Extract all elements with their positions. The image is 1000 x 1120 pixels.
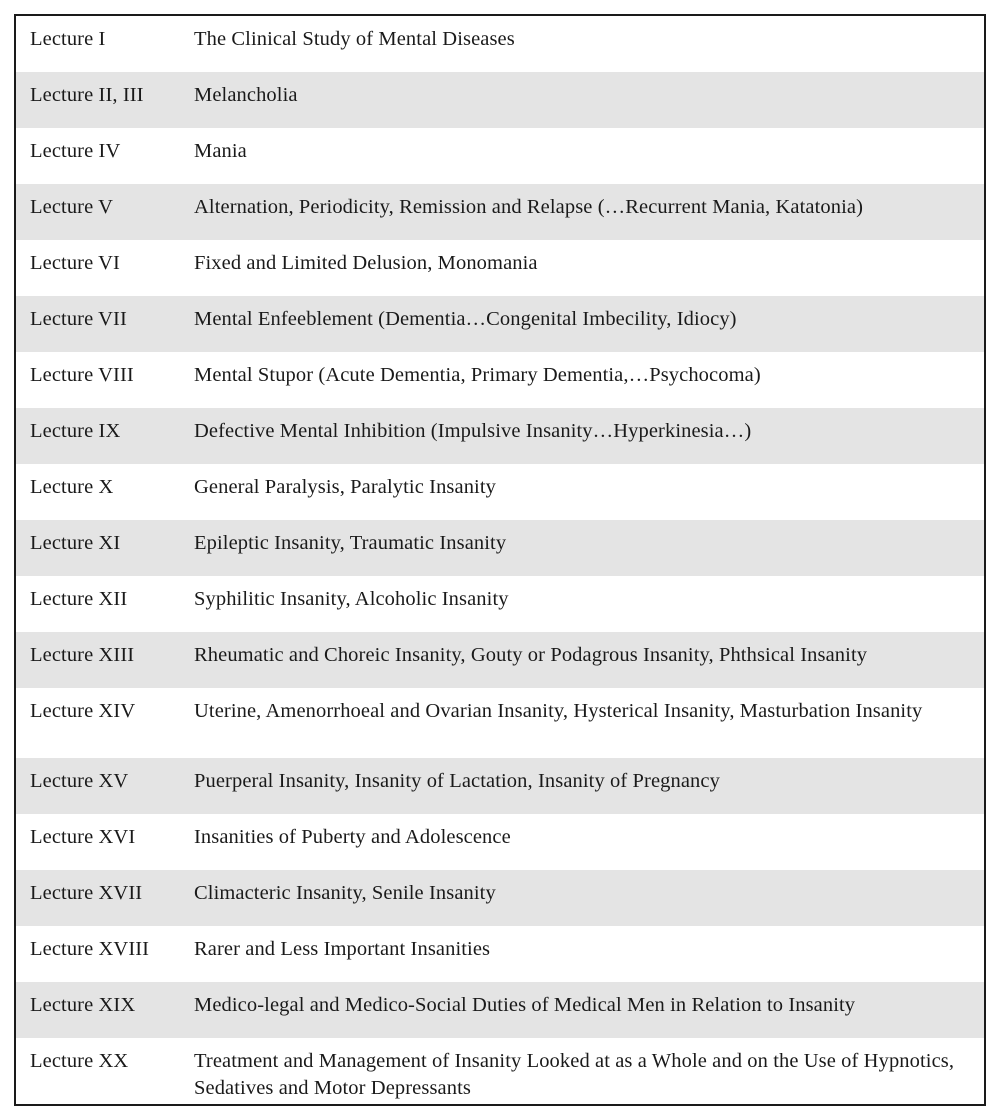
lecture-topic: Syphilitic Insanity, Alcoholic Insanity bbox=[194, 588, 509, 610]
lecture-number: Lecture VII bbox=[16, 296, 194, 352]
table-row bbox=[16, 72, 984, 128]
table-row bbox=[16, 1038, 984, 1106]
lecture-number: Lecture I bbox=[30, 28, 106, 50]
lecture-topic: Treatment and Management of Insanity Looked at as a Whole and on the Use of Hypnotics, Sedatives and Motor Depressants bbox=[194, 1050, 955, 1099]
table-row bbox=[16, 632, 984, 688]
table-row bbox=[16, 408, 984, 464]
lecture-number: Lecture XVII bbox=[16, 870, 194, 926]
lecture-topic: Climacteric Insanity, Senile Insanity bbox=[194, 870, 984, 926]
table-row bbox=[16, 16, 984, 72]
lecture-number: Lecture II, III bbox=[16, 72, 194, 128]
lecture-number: Lecture XIV bbox=[30, 700, 136, 722]
lecture-topic: Mental Stupor (Acute Dementia, Primary Dementia,…Psychocoma) bbox=[194, 364, 761, 386]
table-row bbox=[16, 688, 984, 758]
lecture-topic: General Paralysis, Paralytic Insanity bbox=[194, 476, 497, 498]
lecture-topic: Melancholia bbox=[194, 72, 984, 128]
table-row bbox=[16, 240, 984, 296]
lecture-topic: Mental Enfeeblement (Dementia…Congenital Imbecility, Idiocy) bbox=[194, 296, 984, 352]
table-row bbox=[16, 296, 984, 352]
lecture-topic: Insanities of Puberty and Adolescence bbox=[194, 826, 511, 848]
lecture-topic: Defective Mental Inhibition (Impulsive Insanity…Hyperkinesia…) bbox=[194, 408, 984, 464]
lecture-topic: Mania bbox=[194, 140, 247, 162]
lecture-topic: Puerperal Insanity, Insanity of Lactation, Insanity of Pregnancy bbox=[194, 758, 984, 814]
table-row bbox=[16, 464, 984, 520]
table-row bbox=[16, 758, 984, 814]
lecture-topic: Alternation, Periodicity, Remission and Relapse (…Recurrent Mania, Katatonia) bbox=[194, 184, 984, 240]
lecture-number: Lecture XII bbox=[30, 588, 128, 610]
table-row bbox=[16, 352, 984, 408]
table-row bbox=[16, 870, 984, 926]
lecture-number: Lecture IV bbox=[30, 140, 121, 162]
lecture-number: Lecture XVIII bbox=[30, 938, 150, 960]
lecture-number: Lecture VI bbox=[30, 252, 120, 274]
table-row bbox=[16, 520, 984, 576]
lecture-number: Lecture XIX bbox=[16, 982, 194, 1038]
table-row bbox=[16, 814, 984, 870]
lecture-topic: Rheumatic and Choreic Insanity, Gouty or Podagrous Insanity, Phthsical Insanity bbox=[194, 632, 984, 688]
lecture-topic: Rarer and Less Important Insanities bbox=[194, 938, 491, 960]
lecture-number: Lecture XIII bbox=[16, 632, 194, 688]
lecture-number: Lecture V bbox=[16, 184, 194, 240]
lecture-topic: Fixed and Limited Delusion, Monomania bbox=[194, 252, 538, 274]
table-row bbox=[16, 982, 984, 1038]
lecture-number: Lecture XX bbox=[30, 1050, 129, 1072]
lecture-table bbox=[16, 16, 984, 1106]
table-row bbox=[16, 128, 984, 184]
lecture-number: Lecture IX bbox=[16, 408, 194, 464]
lecture-topic: Medico-legal and Medico-Social Duties of Medical Men in Relation to Insanity bbox=[194, 982, 984, 1038]
lecture-number: Lecture VIII bbox=[30, 364, 134, 386]
lecture-topic: Epileptic Insanity, Traumatic Insanity bbox=[194, 520, 984, 576]
lecture-number: Lecture XVI bbox=[30, 826, 136, 848]
lecture-number: Lecture XV bbox=[16, 758, 194, 814]
lecture-topic: Uterine, Amenorrhoeal and Ovarian Insanity, Hysterical Insanity, Masturbation Insanity bbox=[194, 700, 923, 722]
lecture-topic: The Clinical Study of Mental Diseases bbox=[194, 28, 515, 50]
table-row bbox=[16, 576, 984, 632]
lecture-table-frame bbox=[14, 14, 986, 1106]
lecture-number: Lecture X bbox=[30, 476, 114, 498]
table-row bbox=[16, 926, 984, 982]
lecture-number: Lecture XI bbox=[16, 520, 194, 576]
table-row bbox=[16, 184, 984, 240]
